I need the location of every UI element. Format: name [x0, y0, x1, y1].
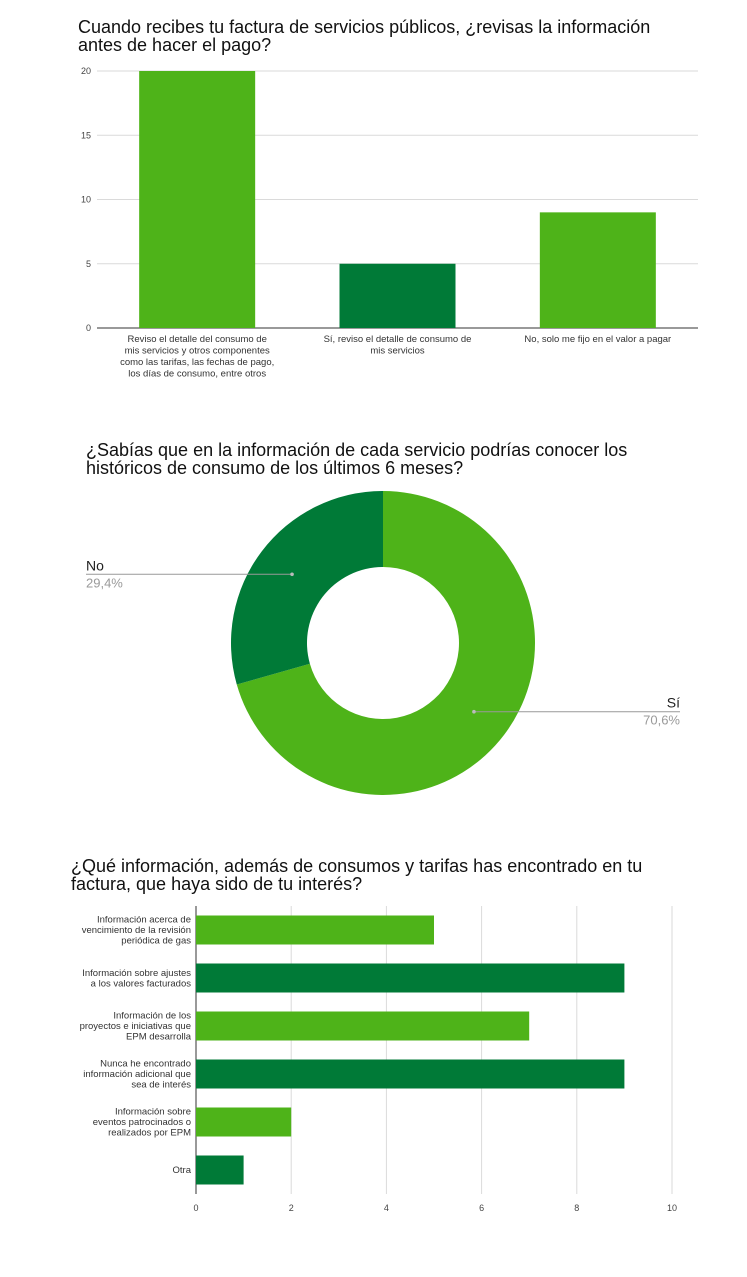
chart3-title: ¿Qué información, además de consumos y tarifas has encontrado en tu factura, que haya sido de tu interés? — [71, 856, 643, 894]
bar — [196, 964, 624, 993]
chart2-title: ¿Sabías que en la información de cada servicio podrías conocer los históricos de consumo de los últimos 6 meses? — [86, 440, 628, 478]
x-category-label: Sí, reviso el detalle de consumo de mis servicios — [323, 334, 472, 357]
x-tick-label: 10 — [666, 1203, 678, 1213]
x-tick-label: 4 — [383, 1203, 389, 1213]
y-tick-label: 0 — [85, 323, 91, 333]
y-category-label: Información sobre ajustes a los valores facturados — [82, 967, 191, 990]
x-category-label: No, solo me fijo en el valor a pagar — [524, 334, 672, 345]
y-category-label: Información acerca de vencimiento de la revisión periódica de gas — [81, 914, 191, 947]
chart1-title: Cuando recibes tu factura de servicios públicos, ¿revisas la información antes de hacer el pago? — [78, 17, 651, 55]
x-tick-label: 0 — [193, 1203, 199, 1213]
bar — [196, 1156, 244, 1185]
x-category-label: Reviso el detalle del consumo de mis servicios y otros componentes como las tarifas, las fechas de pago, los días de consumo, entre otros — [120, 334, 275, 380]
slice-value-label: 29,4% — [86, 575, 123, 591]
x-tick-label: 2 — [288, 1203, 294, 1213]
bar — [196, 1060, 624, 1089]
y-tick-label: 10 — [80, 194, 91, 205]
y-tick-label: 5 — [85, 258, 91, 269]
slice-label: No — [86, 557, 104, 574]
y-category-label: Información sobre eventos patrocinados o realizados por EPM — [92, 1106, 191, 1139]
y-category-label: Información de los proyectos e iniciativas que EPM desarrolla — [79, 1010, 191, 1043]
bar — [196, 1012, 529, 1041]
bar — [196, 916, 434, 945]
bar — [196, 1108, 291, 1137]
y-tick-label: 15 — [80, 130, 91, 141]
x-tick-label: 8 — [574, 1203, 580, 1213]
y-category-label: Otra — [172, 1165, 191, 1176]
slice-label: Sí — [666, 694, 680, 711]
x-tick-label: 6 — [479, 1203, 485, 1213]
slice-value-label: 70,6% — [643, 712, 680, 728]
y-category-label: Nunca he encontrado información adicional que sea de interés — [83, 1058, 191, 1091]
y-tick-label: 20 — [80, 66, 91, 76]
